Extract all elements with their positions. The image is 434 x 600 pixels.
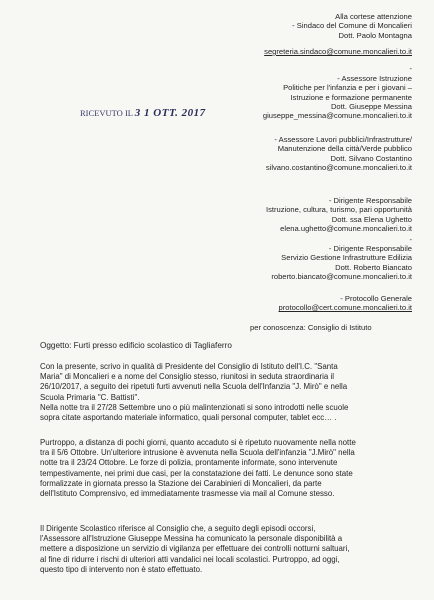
recipient-email: giuseppe_messina@comune.moncalieri.to.it (262, 111, 412, 121)
recipient-email: silvano.costantino@comune.moncalieri.to.it (265, 162, 412, 172)
paragraph-line: l'Assessore all'Istruzione Giuseppe Messina ha comunicato la personale disponibilità a (40, 534, 343, 544)
recipient-line: - Assessore Istruzione (337, 74, 412, 83)
recipient-line: - Dirigente Responsabile (328, 244, 412, 253)
recipient-dash: - (409, 64, 412, 73)
recipient-protocollo (279, 294, 412, 313)
paragraph-line: questo tipo di intervento non è stato effettuato. (40, 564, 203, 574)
paragraph-line: Maria" di Moncalieri e a nome del Consiglio stesso, riunitosi in seduta straordinaria il (40, 372, 335, 382)
stamp-label: RICEVUTO IL (80, 108, 133, 118)
cc-note: per conoscenza: Consiglio di Istituto (250, 323, 372, 332)
recipient-dirigente-infra (271, 244, 412, 281)
paragraph-line: Nella notte tra il 27/28 Settembre uno o più malintenzionati si sono introdotti nelle scuole (40, 402, 349, 412)
recipient-lavori (266, 135, 412, 172)
recipient-line: - Protocollo Generale (340, 294, 412, 303)
recipient-line: Alla cortese attenzione (335, 12, 412, 21)
paragraph-line: Con la presente, scrivo in qualità di Presidente del Consiglio di Istituto dell'I.C. "Santa (40, 362, 338, 371)
stamp-date: 3 1 OTT. 2017 (134, 107, 206, 119)
recipient-dirigente-istruzione (266, 196, 412, 233)
paragraph-line: Scuola Primaria "C. Battisti". (40, 392, 140, 402)
paragraph-line: formalizzate in giornata presso la Stazione dei Carabinieri di Moncalieri, da parte (40, 478, 322, 488)
recipient-sindaco (264, 12, 412, 56)
paragraph-line: Purtroppo, a distanza di pochi giorni, quanto accaduto si è ripetuto nuovamente nella notte (40, 438, 356, 447)
recipient-line: Manutenzione della città/Verde pubblico (277, 144, 412, 154)
paragraph-line: dell'Istituto Comprensivo, ed immediatamente trasmesse via mail al Comune stesso. (40, 489, 335, 499)
recipient-line: Dott. Roberto Biancato (335, 262, 412, 272)
paragraph-line: sopra citate asportando materiale informatico, quali personal computer, tablet ecc… . (40, 413, 337, 423)
recipient-line: Dott. Silvano Costantino (330, 153, 412, 163)
recipient-line: Servizio Gestione Infrastrutture Edilizia (281, 253, 412, 263)
received-stamp (80, 107, 206, 119)
subject-line: Oggetto: Furti presso edificio scolastico di Tagliaferro (40, 341, 232, 350)
recipient-line: - Sindaco del Comune di Moncalieri (292, 21, 412, 31)
paragraph-line: 26/10/2017, a seguito dei ripetuti furti avvenuti nella Scuola dell'Infanzia "J. Mirò" e nella (40, 382, 348, 392)
recipient-email: segreteria.sindaco@comune.moncalieri.to.it (264, 46, 412, 56)
paragraph-line: al fine di ridurre i rischi di ulteriori atti vandalici nei locali scolastici. Purtroppo, ad oggi, (40, 554, 340, 564)
recipient-dash: - (409, 235, 412, 244)
recipient-email: roberto.biancato@comune.moncalieri.to.it (271, 271, 412, 281)
recipient-line: Dott. ssa Elena Ughetto (331, 214, 412, 224)
paragraph-1 (40, 362, 410, 423)
recipient-email: protocollo@cert.comune.moncalieri.to.it (278, 303, 412, 313)
recipient-email: elena.ughetto@comune.moncalieri.to.it (280, 223, 412, 233)
paragraph-line: Il Dirigente Scolastico riferisce al Consiglio che, a seguito degli episodi occorsi, (40, 524, 316, 533)
paragraph-line: notte tra il 23/24 Ottobre. Le forze di polizia, prontamente informate, sono intervenute (40, 458, 338, 468)
paragraph-line: mettere a disposizione un servizio di vigilanza per effettuare dei controlli notturni saltuari, (40, 544, 350, 554)
paragraph-2 (40, 438, 410, 499)
recipient-line: Dott. Giuseppe Messina (330, 101, 412, 111)
recipient-line: Istruzione e formazione permanente (290, 92, 412, 102)
paragraph-line: tra il 5/6 Ottobre. Un'ulteriore intrusione è avvenuta nella Scuola dell'infanzia "J.Mirò" nella (40, 448, 355, 458)
recipient-line: - Assessore Lavori pubblici/Infrastrutture/ (274, 135, 412, 144)
paragraph-line: tempestivamente, nei primi due casi, per la constatazione dei fatti. Le denunce sono state (40, 468, 353, 478)
recipient-istruzione (263, 74, 412, 120)
recipient-line: Istruzione, cultura, turismo, pari opportunità (265, 205, 412, 215)
recipient-line: - Dirigente Responsabile (328, 196, 412, 205)
recipient-line: Dott. Paolo Montagna (338, 30, 412, 40)
recipient-line: Politiche per l'infanzia e per i giovani – (283, 83, 412, 93)
paragraph-3 (40, 524, 410, 575)
